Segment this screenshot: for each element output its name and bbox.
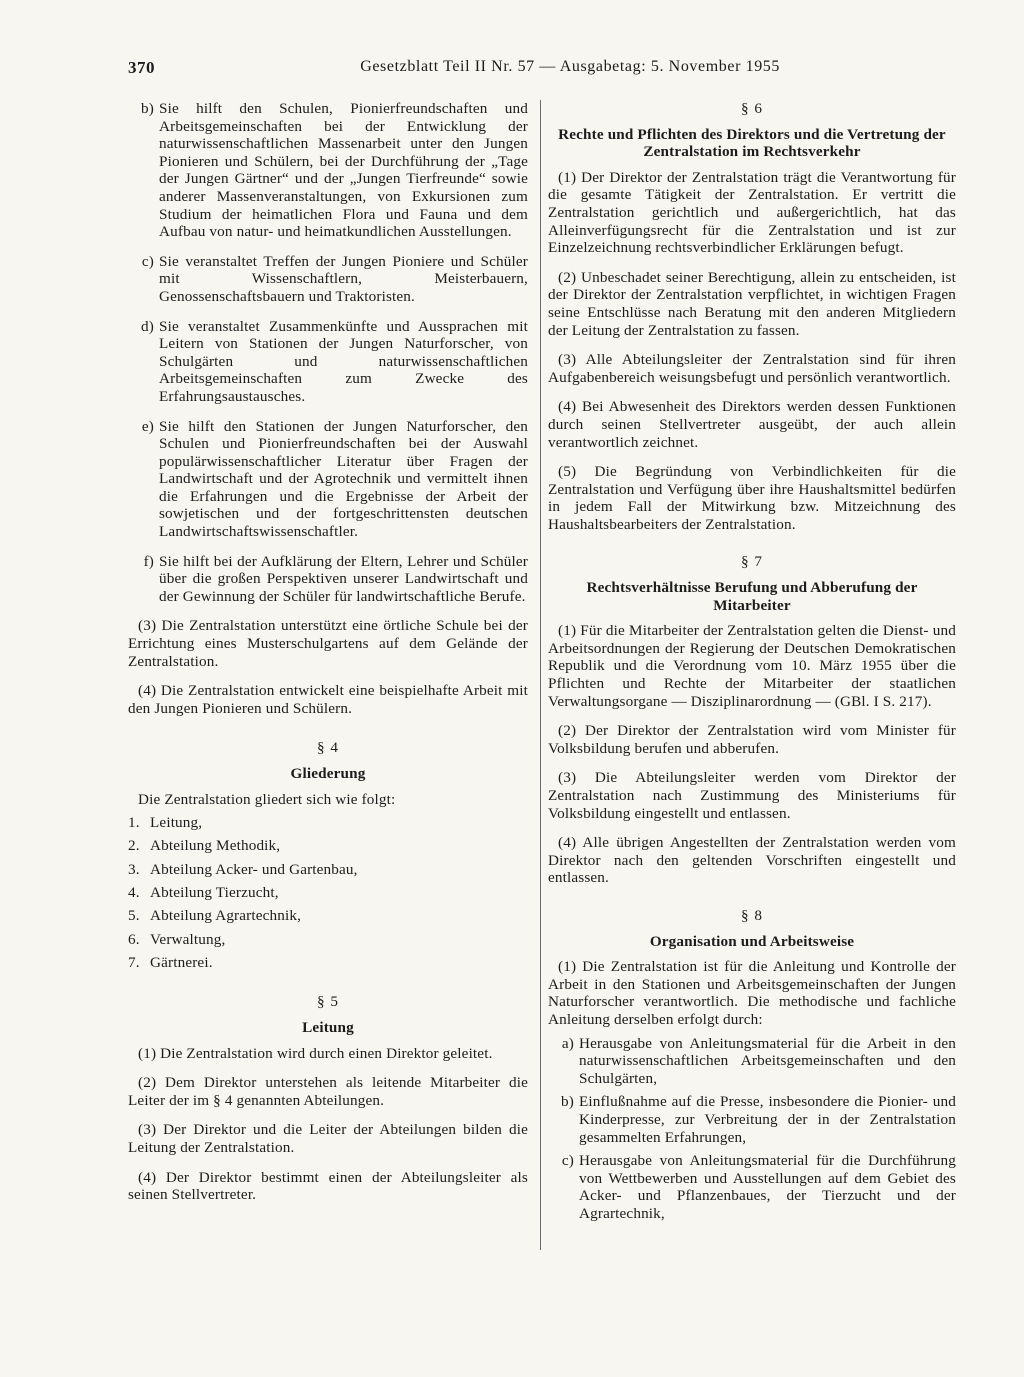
item-text: Sie hilft bei der Aufklärung der Eltern, Lehrer und Schüler über die großen Perspektiven unserer Landwirtschaft und der Gewinnung der Schüler für landwirtschaftliche Berufe.	[159, 552, 528, 605]
item-text: Sie hilft den Stationen der Jungen Naturforscher, den Schulen und Pionierfreundschaften bei der Auswahl populärwissenschaftlicher Literatur über Fragen der Landwirtschaft und der Agrotechnik und vermittelt ihnen die Erfahrungen und die Ergebnisse der Arbeit der sowjetischen und der fortgeschrittensten deutschen Landwirtschaftswissenschaftler.	[159, 417, 528, 541]
left-column	[128, 100, 528, 1216]
list-text: Abteilung Agrartechnik,	[150, 907, 302, 925]
list-item	[128, 418, 528, 541]
item-label: e)	[141, 417, 154, 435]
list-number: 4.	[128, 884, 140, 902]
item-label: b)	[141, 100, 154, 117]
paragraph: (2) Der Direktor der Zentralstation wird vom Minister für Volksbildung berufen und abberufen.	[548, 722, 956, 757]
paragraph: (2) Dem Direktor unterstehen als leitende Mitarbeiter die Leiter der im § 4 genannten Abteilungen.	[128, 1074, 528, 1109]
page-header	[128, 58, 780, 84]
paragraph: (3) Die Abteilungsleiter werden vom Direktor der Zentralstation nach Zustimmung des Ministeriums für Volksbildung eingestellt und entlassen.	[548, 769, 956, 822]
list-item	[128, 861, 528, 879]
list-number: 5.	[128, 907, 140, 925]
paragraph: (4) Die Zentralstation entwickelt eine beispielhafte Arbeit mit den Jungen Pionieren und Schülern.	[128, 682, 528, 717]
list-item	[128, 814, 528, 832]
list-number: 1.	[128, 814, 140, 832]
list-item	[548, 1093, 956, 1146]
page-number: 370	[128, 58, 155, 77]
list-text: Leitung,	[150, 814, 203, 832]
paragraph: (1) Für die Mitarbeiter der Zentralstation gelten die Dienst- und Arbeitsordnungen der Regierung der Deutschen Demokratischen Republik und die Verordnung vom 10. März 1955 über die Pflichten und Rechte der Mitarbeiter der staatlichen Verwaltungsorgane — Disziplinarordnung — (GBl. I S. 217).	[548, 622, 956, 710]
structure-list	[128, 814, 528, 971]
list-text: Abteilung Acker- und Gartenbau,	[150, 860, 358, 878]
list-number: 7.	[128, 953, 140, 971]
list-item	[548, 1035, 956, 1088]
section-number: § 4	[317, 739, 339, 757]
paragraph: (3) Alle Abteilungsleiter der Zentralstation sind für ihren Aufgabenbereich weisungsbefugt und persönlich verantwortlich.	[548, 351, 956, 386]
section-title: Organisation und Arbeitsweise	[649, 932, 855, 950]
paragraph: (3) Die Zentralstation unterstützt eine örtliche Schule bei der Errichtung eines Musterschulgartens auf dem Gelände der Zentralstation.	[128, 617, 528, 670]
section-number: § 5	[317, 993, 339, 1011]
list-item	[128, 931, 528, 949]
paragraph: (1) Die Zentralstation ist für die Anleitung und Kontrolle der Arbeit in den Stationen und Arbeitsgemeinschaften der Jungen Naturforscher verantwortlich. Die methodische und fachliche Anleitung derselben erfolgt durch:	[548, 958, 956, 1028]
item-label: a)	[561, 1034, 574, 1052]
list-item	[128, 907, 528, 925]
paragraph: (4) Bei Abwesenheit des Direktors werden dessen Funktionen durch seinen Stellvertreter ausgeübt, der auch allein verantwortlich zeichnet.	[548, 398, 956, 451]
column-divider	[540, 100, 541, 1250]
item-text: Einflußnahme auf die Presse, insbesondere die Pionier- und Kinderpresse, zur Verbreitung der in der Zentralstation gesammelten Erfahrungen,	[579, 1093, 956, 1146]
paragraph: (4) Alle übrigen Angestellten der Zentralstation werden vom Direktor nach den geltenden Vorschriften eingestellt und entlassen.	[548, 834, 956, 887]
list-text: Abteilung Methodik,	[150, 837, 281, 855]
right-column	[548, 100, 956, 1228]
section-title: Leitung	[302, 1019, 354, 1037]
list-number: 6.	[128, 930, 140, 948]
item-text: Sie veranstaltet Treffen der Jungen Pioniere und Schüler mit Wissenschaftlern, Meisterbauern, Genossenschaftsbauern und Traktoristen.	[159, 252, 528, 305]
running-title: Gesetzblatt Teil II Nr. 57 — Ausgabetag: 5. November 1955	[360, 58, 780, 75]
list-item	[128, 837, 528, 855]
list-item	[128, 100, 528, 241]
item-label: d)	[141, 317, 154, 335]
list-item	[548, 1152, 956, 1222]
item-text: Sie hilft den Schulen, Pionierfreundschaften und Arbeitsgemeinschaften bei der Entwicklung der naturwissenschaftlichen Massenarbeit unter den Jungen Pionieren und Schülern, bei der Durchführung der „Tage der Jungen Gärtner“ und der „Jungen Tierfreunde“ sowie anderer Massenveranstaltungen, von Exkursionen zum Studium der heimatlichen Flora und Fauna und dem Aufbau von natur- und heimatkundlichen Ausstellungen.	[159, 100, 528, 241]
list-item	[128, 954, 528, 972]
list-item	[128, 253, 528, 306]
paragraph: (4) Der Direktor bestimmt einen der Abteilungsleiter als seinen Stellvertreter.	[128, 1168, 528, 1204]
paragraph: (5) Die Begründung von Verbindlichkeiten für die Zentralstation und Verfügung über ihre Haushaltsmittel bedürfen in jedem Fall der Mitwirkung bzw. Mitzeichnung des Haushaltsbearbeiters der Zentralstation.	[548, 463, 956, 533]
paragraph: (1) Der Direktor der Zentralstation trägt die Verantwortung für die gesamte Tätigkeit der Zentralstation. Er vertritt die Zentralstation gerichtlich und außergerichtlich, hat das Alleinverfügungsrecht für die Zentralstation und ist zur Einzelzeichnung rechtsverbindlicher Erklärungen befugt.	[548, 168, 956, 257]
list-item	[128, 318, 528, 406]
item-text: Herausgabe von Anleitungsmaterial für die Durchführung von Wettbewerben und Ausstellungen auf dem Gebiet des Acker- und Pflanzenbaues, der Tierzucht und der Agrartechnik,	[579, 1152, 956, 1222]
section-title: Rechte und Pflichten des Direktors und die Vertretung der Zentralstation im Rechtsverkehr	[558, 125, 946, 161]
list-number: 3.	[128, 860, 140, 878]
list-item	[128, 553, 528, 606]
section-number: § 6	[741, 100, 763, 117]
section-title: Gliederung	[290, 765, 366, 782]
paragraph: (2) Unbeschadet seiner Berechtigung, allein zu entscheiden, ist der Direktor der Zentralstation verpflichtet, in wichtigen Fragen seine Entschlüsse nach Beratung mit den anderen Mitgliedern der Leitung der Zentralstation zu fassen.	[548, 268, 956, 339]
item-label: b)	[561, 1093, 574, 1111]
section-number: § 8	[741, 906, 763, 924]
section-number: § 7	[741, 553, 763, 571]
item-text: Herausgabe von Anleitungsmaterial für die Arbeit in den naturwissenschaftlichen Arbeitsgemeinschaften und den Schulgärten,	[579, 1034, 956, 1087]
list-text: Gärtnerei.	[150, 953, 213, 971]
item-text: Sie veranstaltet Zusammenkünfte und Aussprachen mit Leitern von Stationen der Jungen Naturforscher, von Schulgärten und naturwissenschaftlichen Arbeitsgemeinschaften zum Zwecke des Erfahrungsaustausches.	[159, 317, 528, 405]
list-text: Verwaltung,	[150, 930, 226, 948]
list-number: 2.	[128, 837, 140, 855]
item-label: f)	[143, 552, 154, 570]
item-label: c)	[561, 1152, 574, 1170]
paragraph: (1) Die Zentralstation wird durch einen Direktor geleitet.	[138, 1044, 493, 1062]
item-label: c)	[141, 252, 154, 270]
paragraph: (3) Der Direktor und die Leiter der Abteilungen bilden die Leitung der Zentralstation.	[128, 1121, 528, 1157]
section-intro: Die Zentralstation gliedert sich wie folgt:	[138, 790, 396, 808]
section-title: Rechtsverhältnisse Berufung und Abberufung der Mitarbeiter	[586, 579, 918, 614]
list-text: Abteilung Tierzucht,	[150, 884, 279, 902]
list-item	[128, 884, 528, 902]
